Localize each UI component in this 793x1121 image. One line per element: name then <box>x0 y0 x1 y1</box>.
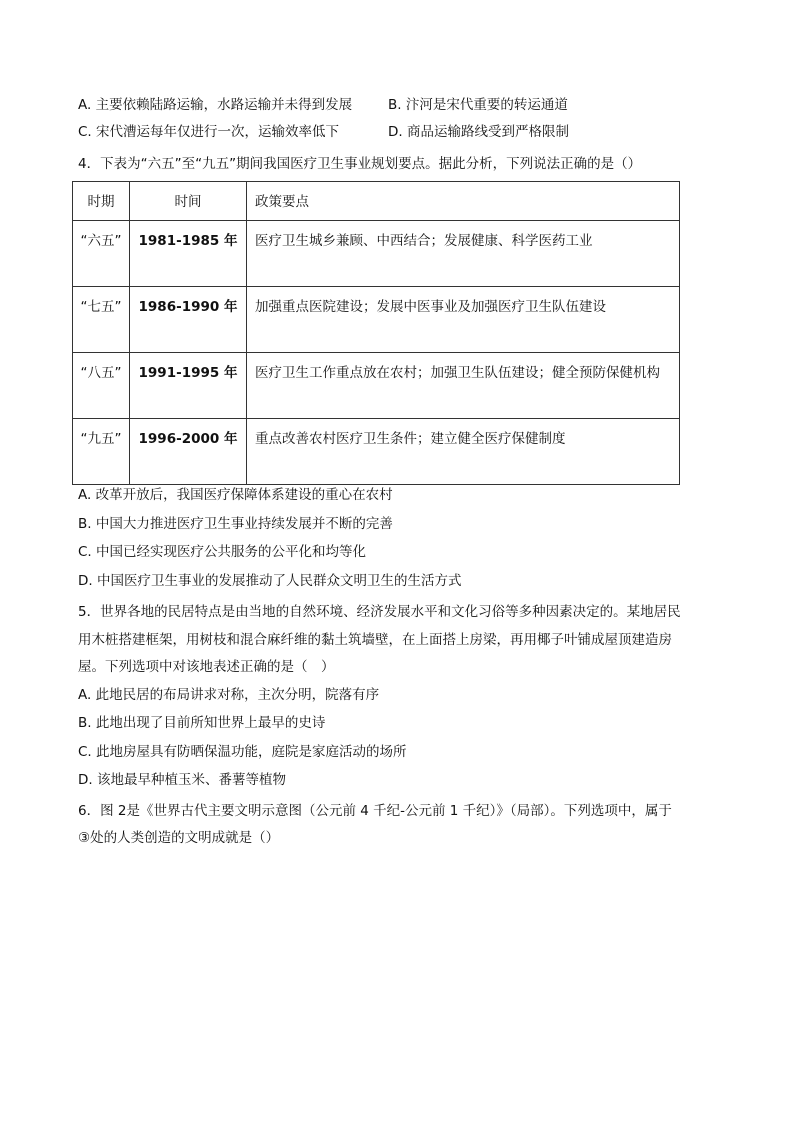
q4-stem: 4．下表为“六五”至“九五”期间我国医疗卫生事业规划要点。据此分析，下列说法正确的是（） <box>78 156 642 172</box>
q6-stem-line1: 6．图 2是《世界古代主要文明示意图（公元前 4 千纪-公元前 1 千纪）》（局部）。下列选项中，属于 <box>78 803 672 819</box>
policy-table <box>72 181 680 485</box>
q5-option-a: A. 此地民居的布局讲求对称，主次分明，院落有序 <box>78 687 380 703</box>
q4-option-c: C. 中国已经实现医疗公共服务的公平化和均等化 <box>78 544 367 560</box>
q4-option-a: A. 改革开放后，我国医疗保障体系建设的重心在农村 <box>78 487 393 503</box>
q3-option-d: D. 商品运输路线受到严格限制 <box>388 124 569 140</box>
q4-option-b: B. 中国大力推进医疗卫生事业持续发展并不断的完善 <box>78 516 393 532</box>
policy-cell: 加强重点医院建设；发展中医事业及加强医疗卫生队伍建设 <box>247 287 680 353</box>
table-row <box>73 419 680 485</box>
policy-cell: 医疗卫生城乡兼顾、中西结合；发展健康、科学医药工业 <box>247 221 680 287</box>
period-cell: “九五” <box>80 431 122 447</box>
table-row <box>73 287 680 353</box>
period-cell: “七五” <box>80 299 122 315</box>
policy-cell: 医疗卫生工作重点放在农村；加强卫生队伍建设；健全预防保健机构 <box>247 353 680 419</box>
time-cell: 1991-1995 年 <box>138 365 238 381</box>
period-cell: “八五” <box>80 365 122 381</box>
header-policy: 政策要点 <box>247 182 680 221</box>
q6-stem-line2: ③处的人类创造的文明成就是（） <box>78 830 280 846</box>
time-cell: 1981-1985 年 <box>138 233 238 249</box>
time-cell: 1996-2000 年 <box>138 431 238 447</box>
table-row <box>73 221 680 287</box>
table-header-row <box>73 182 680 221</box>
header-time: 时间 <box>130 182 247 221</box>
q4-option-d: D. 中国医疗卫生事业的发展推动了人民群众文明卫生的生活方式 <box>78 573 462 589</box>
q5-option-b: B. 此地出现了目前所知世界上最早的史诗 <box>78 715 326 731</box>
period-cell: “六五” <box>80 233 122 249</box>
q5-stem-line3: 屋。下列选项中对该地表述正确的是（ ） <box>78 659 335 675</box>
q3-option-c: C. 宋代漕运每年仅进行一次，运输效率低下 <box>78 124 340 140</box>
policy-cell: 重点改善农村医疗卫生条件；建立健全医疗保健制度 <box>247 419 680 485</box>
q3-option-a: A. 主要依赖陆路运输，水路运输并未得到发展 <box>78 97 353 113</box>
q5-stem-line1: 5．世界各地的民居特点是由当地的自然环境、经济发展水平和文化习俗等多种因素决定的。某地居民 <box>78 604 681 620</box>
time-cell: 1986-1990 年 <box>138 299 238 315</box>
header-period: 时期 <box>73 182 130 221</box>
table-row <box>73 353 680 419</box>
q5-stem-line2: 用木桩搭建框架，用树枝和混合麻纤维的黏土筑墙壁，在上面搭上房梁，再用椰子叶铺成屋顶建造房 <box>78 632 672 648</box>
q3-option-b: B. 汴河是宋代重要的转运通道 <box>388 97 568 113</box>
q5-option-d: D. 该地最早种植玉米、番薯等植物 <box>78 772 286 788</box>
q5-option-c: C. 此地房屋具有防晒保温功能，庭院是家庭活动的场所 <box>78 744 407 760</box>
